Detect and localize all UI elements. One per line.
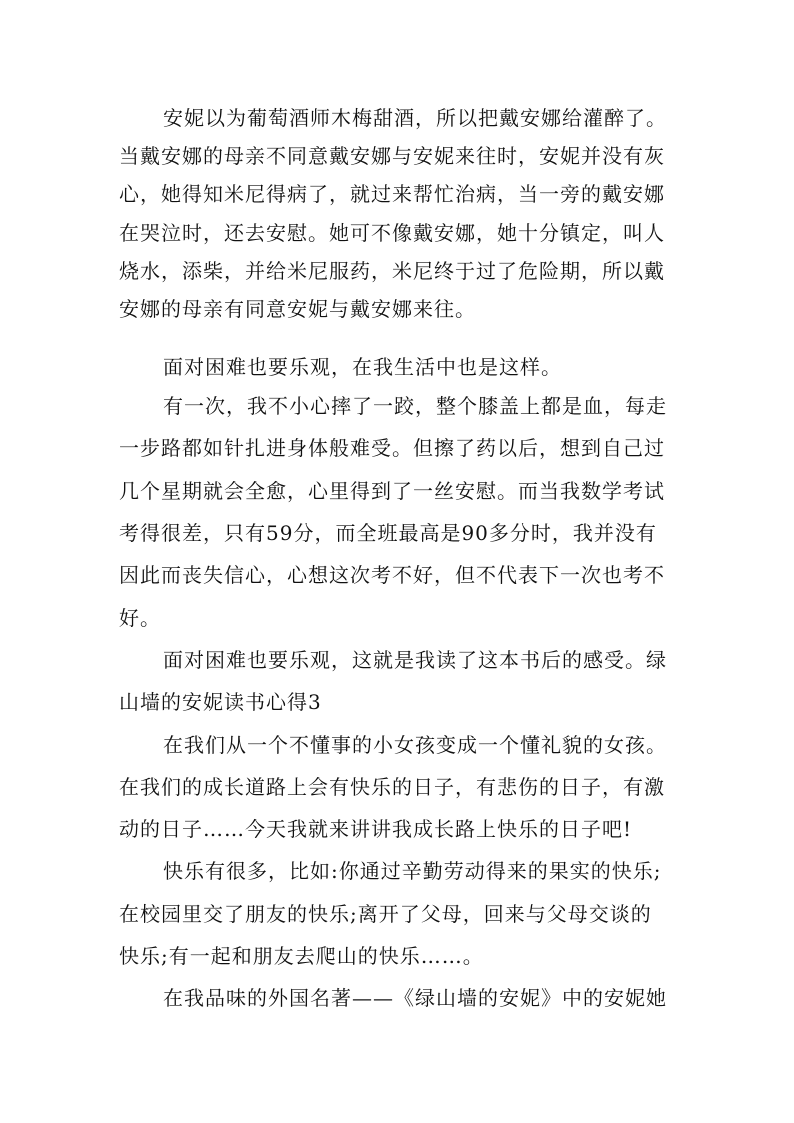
text-line: 安妮以为葡萄酒师木梅甜酒，所以把戴安娜给灌醉了。 xyxy=(163,106,667,130)
text-line: 在我们从一个不懂事的小女孩变成一个懂礼貌的女孩。 xyxy=(163,733,667,757)
text-line: 考得很差，只有59分，而全班最高是90多分时，我并没有 xyxy=(119,521,657,545)
text-line: 烧水，添柴，并给米尼服药，米尼终于过了危险期，所以戴 xyxy=(119,259,665,283)
text-line: 在校园里交了朋友的快乐;离开了父母，回来与父母交谈的 xyxy=(119,902,652,926)
text-line: 在哭泣时，还去安慰。她可不像戴安娜，她十分镇定，叫人 xyxy=(119,221,665,245)
text-line: 当戴安娜的母亲不同意戴安娜与安妮来往时，安妮并没有灰 xyxy=(119,144,665,168)
text-line: 心，她得知米尼得病了，就过来帮忙治病，当一旁的戴安娜 xyxy=(119,182,665,206)
text-line: 好。 xyxy=(119,606,161,630)
text-line: 动的日子……今天我就来讲讲我成长路上快乐的日子吧! xyxy=(119,817,633,841)
text-line: 面对困难也要乐观，这就是我读了这本书后的感受。绿 xyxy=(163,648,667,672)
text-line: 在我们的成长道路上会有快乐的日子，有悲伤的日子，有激 xyxy=(119,775,665,799)
text-line: 面对困难也要乐观，在我生活中也是这样。 xyxy=(163,355,562,379)
text-line: 山墙的安妮读书心得3 xyxy=(119,690,322,714)
text-line: 在我品味的外国名著——《绿山墙的安妮》中的安妮她 xyxy=(163,986,667,1010)
text-line: 一步路都如针扎进身体般难受。但擦了药以后，想到自己过 xyxy=(119,436,665,460)
text-line: 几个星期就会全愈，心里得到了一丝安慰。而当我数学考试 xyxy=(119,479,665,503)
text-line: 安娜的母亲有同意安妮与戴安娜来往。 xyxy=(119,297,476,321)
text-line: 因此而丧失信心，心想这次考不好，但不代表下一次也考不 xyxy=(119,563,665,587)
text-line: 有一次，我不小心摔了一跤，整个膝盖上都是血，每走 xyxy=(163,394,667,418)
text-line: 快乐有很多，比如:你通过辛勤劳动得来的果实的快乐; xyxy=(163,859,662,883)
text-line: 快乐;有一起和朋友去爬山的快乐……。 xyxy=(119,944,484,968)
